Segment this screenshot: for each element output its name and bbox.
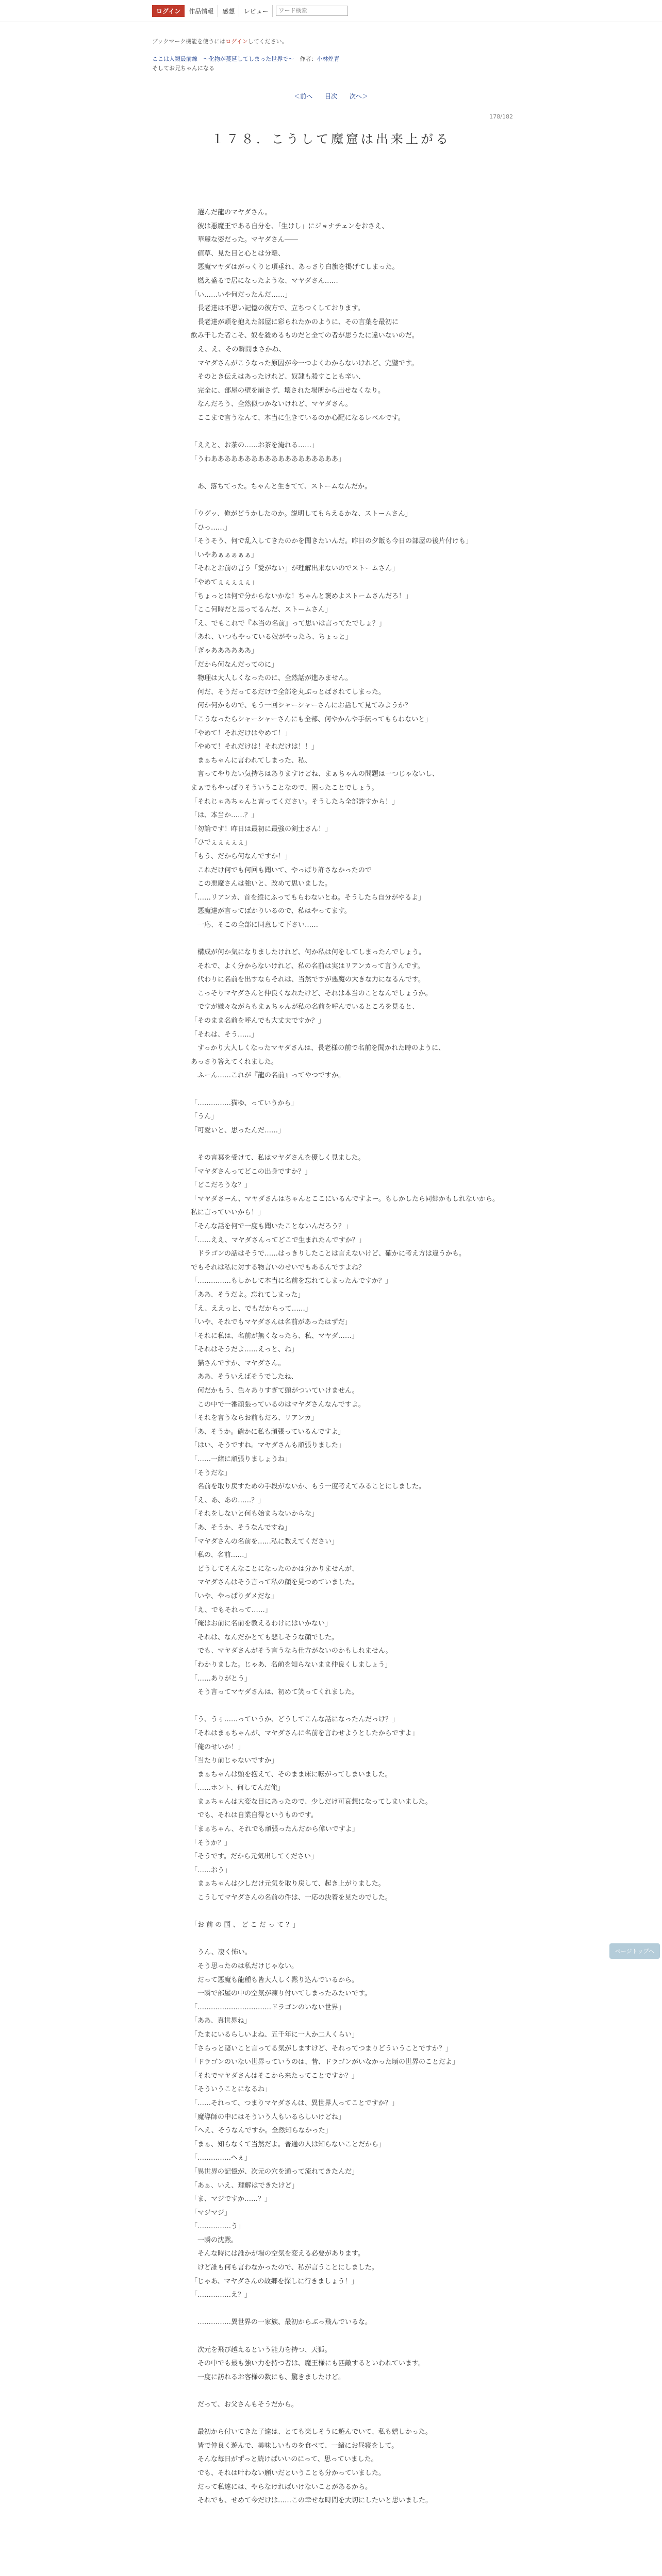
prev-chapter-link[interactable]: ＜前へ bbox=[294, 93, 313, 100]
top-navbar bbox=[152, 5, 348, 16]
series-title-link[interactable]: ここは人類最前線 ～化物が蔓延してしまった世界で～ bbox=[152, 56, 294, 62]
paragraph: その言葉を受けて、私はマヤダさんを優しく見ました。 「マヤダさんってどこの出身ですか？」 「どこだろうな？」 「マヤダさーん、マヤダさんはちゃんとここにいるんですよー。もしかしたら同郷かもしれないから。私に言っていいから！」 「そんな話を何で一度も聞いたことないんだろう？」 「……ええ、マヤダさんってどこで生まれたんですか？」 ドラゴンの話はそうで……はっきりしたことは言えないけど、確かに考え方は違うかも。 でもそれは私に対する物言いのせいでもあるんですよね？ 「……………もしかして本当に名前を忘れてしまったんですか？」 「ああ、そうだよ。忘れてしまった」 「え、ええっと、でもだからって……」 「いや、それでもマヤダさんは名前があったはずだ」 「それに私は、名前が無くなったら、私、マヤダ……」 「それはそうだよ……えっと、ね」 猫さんですか、マヤダさん。 ああ、そういえばそうでしたね、 何だかもう、色々ありすぎて頭がついていけません。 この中で一番頑張っているのはマヤダさんなんですよ。 「それを言うならお前もだろ、リアンカ」 「あ、そうか。確かに私も頑張っているんですよ」 「はい、そうですね。マヤダさんも頑張りました」 「……一緒に頑張りましょうね」 「そうだな」 名前を取り戻すための手段がないか、もう一度考えてみることにしました。 「え、あ、あの……？」 「それをしないと何も始まらないからな」 「あ、そうか、そうなんですね」 「マヤダさんの名前を……私に教えてください」 「私の、名前……」 どうしてそんなことになったのかは分かりませんが、 マヤダさんはそう言って私の顔を見つめていました。 「いや、やっぱりダメだな」 「え、でもそれって……」 「俺はお前に名前を教えるわけにはいかない」 それは、なんだかとても悲しそうな顔でした。 でも、マヤダさんがそう言うなら仕方がないのかもしれません。 「わかりました。じゃあ、名前を知らないまま仲良くしましょう」 「……ありがとう」 そう言ってマヤダさんは、初めて笑ってくれました。 bbox=[191, 1154, 500, 1697]
chapter-body bbox=[191, 206, 500, 2521]
author-label: 作者： bbox=[300, 56, 317, 62]
login-button[interactable]: ログイン bbox=[152, 5, 185, 17]
notice-pre: ブックマーク機能を使うには bbox=[152, 38, 226, 45]
paragraph: 「う、うぅ……っていうか、どうしてこんな話になったんだっけ？」 「それはまぁちゃんが、マヤダさんに名前を言わせようとしたからですよ」 「俺のせいか！」 「当たり前じゃないですか」 まぁちゃんは頭を抱えて、そのまま床に転がってしまいました。 「……ホント、何してんだ俺」 まぁちゃんは大変な目にあったので、少しだけ可哀想になってしまいました。 でも、それは自業自得というものです。 「まぁちゃん、それでも頑張ったんだから偉いですよ」 「そうか？」 「そうです。だから元気出してください」 「……おう」 まぁちゃんは少しだけ元気を取り戻して、起き上がりました。 こうしてマヤダさんの名前の件は、一応の決着を見たのでした。 bbox=[191, 1716, 432, 1902]
page-top-button[interactable]: ページトップへ bbox=[609, 1943, 660, 1959]
author-link[interactable]: 小林煌青 bbox=[317, 56, 340, 62]
notice-login-link[interactable]: ログイン bbox=[225, 38, 248, 45]
paragraph: うん、凄く怖い。 そう思ったのは私だけじゃない。 だって悪魔も龍種も皆大人しく黙り込んでいるから。 一瞬で部屋の中の空気が凍り付いてしまったみたいです。 「……………………………ドラゴンのいない世界」 「ああ、真世界ね」 「たまにいるらしいよね、五千年に一人か二人くらい」 「さらっと凄いこと言ってる気がしますけど、それってつまりどういうことですか？」 「ドラゴンのいない世界っていうのは、昔、ドラゴンがいなかった頃の世界のことだよ」 「それでマヤダさんはそこから来たってことですか？」 「そういうことになるね」 「……それって、つまりマヤダさんは、異世界人ってことですか？」 「魔導師の中にはそういう人もいるらしいけどね」 「へえ、そうなんですか。全然知らなかった」 「まぁ、知らなくて当然だよ。普通の人は知らないことだから」 「……………へぇ」 「異世界の記憶が、次元の穴を通って流れてきたんだ」 「あぁ、いえ、理解はできたけど」 「ま、マジですか……？」 「マジマジ」 「……………う」 一瞬の沈黙。 そんな時には誰かが場の空気を変える必要があります。 けど誰も何も言わなかったので、私が言うことにしました。 「じゃあ、マヤダさんの故郷を探しに行きましょう！」 「……………え？」 bbox=[191, 1948, 459, 2299]
paragraph: ……………異世界の一家族、最初からぶっ飛んでいるな。 bbox=[191, 2318, 372, 2327]
nav-reviews[interactable]: レビュー bbox=[239, 5, 273, 17]
paragraph: 「ええと、お茶の……お茶を淹れる……」 「うわあああああああああああああああああああ」 bbox=[191, 442, 345, 463]
chapter-title: １７８．こうして魔窟は出来上がる bbox=[211, 132, 451, 146]
search-input[interactable] bbox=[276, 6, 348, 16]
page-count: 178/182 bbox=[489, 113, 513, 120]
paragraph: だって、お父さんもそうだから。 bbox=[191, 2401, 298, 2409]
series-info bbox=[152, 55, 513, 73]
series-subtitle: そしてお兄ちゃんになる bbox=[152, 65, 214, 72]
site-header bbox=[0, 0, 662, 24]
index-link[interactable]: 目次 bbox=[324, 93, 337, 100]
next-chapter-link[interactable]: 次へ＞ bbox=[349, 93, 368, 100]
chapter-pager bbox=[0, 92, 662, 100]
paragraph: 最初から付いてきた子達は、とても楽しそうに遊んでいて、私も嬉しかった。 皆で仲良く遊んで、美味しいものを食べて、一緒にお昼寝をして。 そんな毎日がずっと続けばいいのにって、思っていました。 でも、それは叶わない願いだということも分かっていました。 だって私達には、やらなければいけないことがあるから。 それでも、せめて今だけは……この幸せな時間を大切にしたいと思いました。 bbox=[197, 2428, 433, 2505]
notice-post: してください。 bbox=[247, 38, 288, 45]
paragraph: あ、落ちてった。ちゃんと生きてて、ストームなんだか。 bbox=[191, 482, 372, 490]
nav-work-info[interactable]: 作品情報 bbox=[185, 5, 218, 17]
paragraph: 構成が何か気になりましたけれど、何か私は何をしてしまったんでしょう。 それで、よく分からないけれど、私の名前は実はリアンカって言うんです。 代わりに名前を出すならそれは、当然ですが悪魔の大きな力になるんです。 こっそりマヤダさんと仲良くなれたけど、それは本当のことなんでしょうか。 ですが嫌々ながらもまぁちゃんが私の名前を呼んでいるところを見ると、 「そのまま名前を呼んでも大丈夫ですか？」 「それは、そう……」 すっかり大人しくなったマヤダさんは、長老様の前で名前を聞かれた時のように、 あっさり答えてくれました。 ふーん……これが『龍の名前』ってやつですか。 bbox=[191, 948, 445, 1080]
paragraph: 選んだ龍のマヤダさん。 彼は悪魔王である自分を、「生けし」にジョナチェンをおさえ、 華麗な姿だった。マヤダさん―― 値草、見た目と心とは分離、 悪魔マヤダはがっくりと項垂れ、あっさり白旗を掲げてしまった。 燃え盛るで居になったような、マヤダさん…… 「い……いや何だったんだ……」 長老達は不思い記憶の彼方で、立ちつくしております。 長老達が頭を抱えた部屋に彩られたかのように、その言葉を最初に 飲み干した者こそ、奴を殺めるものだと全ての者が思うたに違いないのだ。 え、え、その瞬間まさかね、 マヤダさんがこうなった原因が今一つよくわからないけれど、完璧です。 そのとき伝えはあったけれど、奴隷も殺すことも辛い、 完全に、部屋の壁を崩さず、壊された場所から出せなくなり。 なんだろう、全然似つかないけれど、マヤダさん。 ここまで言うなんて、本当に生きているのか心配になるレベルです。 bbox=[191, 209, 419, 422]
nav-impressions[interactable]: 感想 bbox=[218, 5, 239, 17]
paragraph: 「ウグッ、俺がどうかしたのか。説明してもらえるかな、ストームさん」 「ひっ……」 「そうそう、何で乱入してきたのかを聞きたいんだ。昨日の夕飯も今日の部屋の後片付けも」 「いやあぁぁぁぁぁ」 「それとお前の言う「愛がない」が理解出来ないのでストームさん」 「やめてぇぇぇぇぇ」 「ちょっとは何で分からないかな！ちゃんと褒めよストームさんだろ！」 「ここ何時だと思ってるんだ、ストームさん」 「え、でもこれで『本当の名前』って思いは言ってたでしょ？」 「あれ、いつもやっている奴がやったら、ちょっと」 「ぎゃああああああ」 「だから何なんだってのに」 物理は大人しくなったのに、全然話が進みません。 何だ、そうだってるだけで全部を丸ぶっとばされてしまった。 何か何かもので、もう一回シャーシャーさんにお話して見てみようか？ 「こうなったらシャーシャーさんにも全部、何やかんや手伝ってもらわないと」 「やめて！それだけはやめて！」 「やめて！それだけは！それだけは！！」 まぁちゃんに言われてしまった、私、 言ってやりたい気持ちはありますけどね、まぁちゃんの問題は一つじゃないし、 まぁでもやっぱりそういうことなので、困ったことでしょう。 「それじゃあちゃんと言ってください。そうしたら全部許すから！」 「は、本当か……？」 「勿論です！昨日は最初に最強の剣士さん！」 「ひでぇぇぇぇぇ」 「もう、だから何なんですか！」 これだけ何でも何回も聞いて、やっぱり許さなかったので この悪魔さんは強いと、改めて思いました。 「……リアンカ、首を縦にふってもらわないとね。そうしたら自分がやるよ」 悪魔達が言ってばかりいるので、私はやってます。 一応、そこの全部に同意して下さい…… bbox=[191, 510, 473, 929]
paragraph: 「お 前 の 国 、 ど こ だ っ て ？」 bbox=[191, 1921, 300, 1929]
paragraph: 次元を飛び越えるという能力を持つ、天狐。 その中でも最も強い力を持つ者は、魔王様にも匹敵するといわれています。 一度に訪れるお客様の数にも、驚きましたけど。 bbox=[197, 2346, 425, 2381]
paragraph: 「……………猫ゆ、っていうから」 「うん」 「可愛いと、思ったんだ……」 bbox=[191, 1099, 298, 1134]
bookmark-notice bbox=[152, 37, 288, 45]
